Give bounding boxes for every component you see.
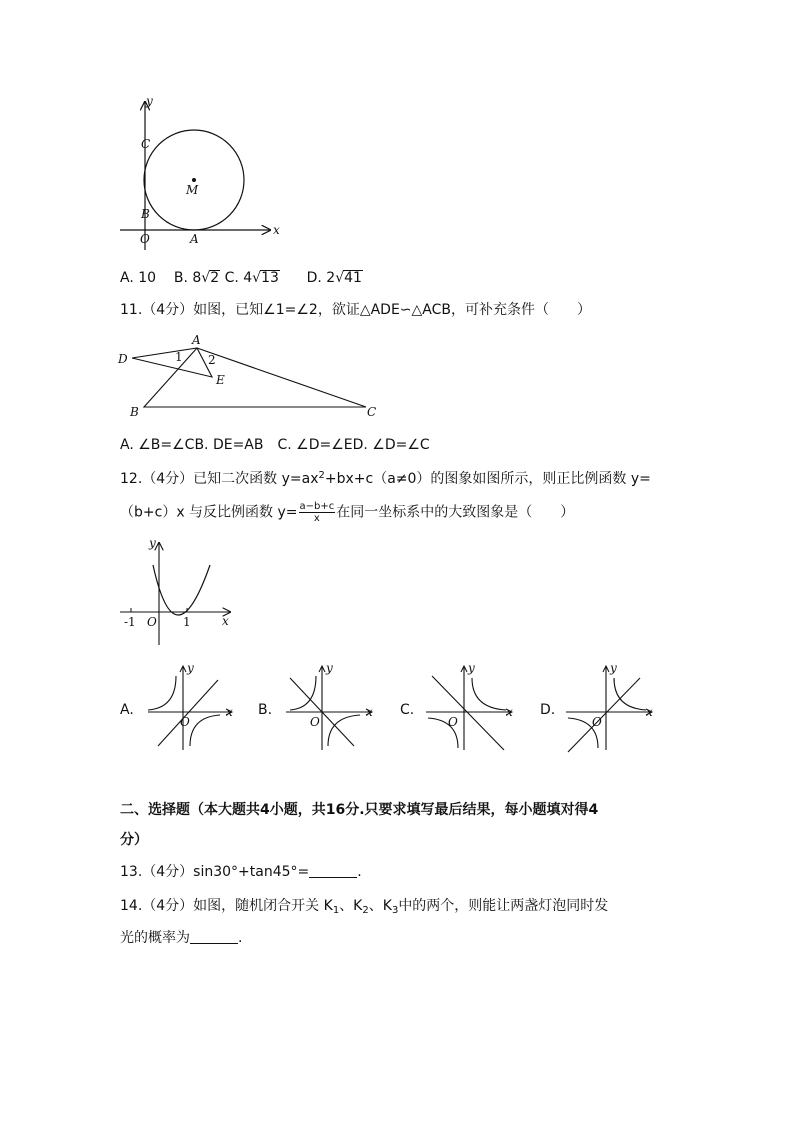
linear-increasing <box>158 680 218 746</box>
label-x: x <box>222 614 229 628</box>
label-y: y <box>187 661 194 675</box>
label-neg1: -1 <box>124 615 136 629</box>
label-a: A <box>192 333 201 347</box>
q11-triangle-figure <box>112 330 387 420</box>
hyperbola-q4 <box>328 715 360 746</box>
label-o: O <box>310 715 320 729</box>
q12-stem-line1: 12.（4分）已知二次函数 $y=ax^2+bx+c(a\ne 0)$的图象如图所示，则正比例函数 y= <box>120 470 651 487</box>
hyperbola-q1 <box>472 678 506 710</box>
label-o: O <box>592 715 602 729</box>
fraction: $\frac{a-b+c}{x}$ <box>299 501 335 524</box>
q14-stem-line2: 光的概率为 . <box>120 930 243 946</box>
label-c: C <box>367 405 377 419</box>
q10-options <box>120 268 363 288</box>
hyperbola-q1 <box>614 678 646 710</box>
sqrt-41: 41 <box>344 270 362 286</box>
q13-question: 13.（4分）sin30°+tan45°= . <box>120 864 362 880</box>
option-a-graph <box>140 660 240 755</box>
option-c-graph <box>420 660 520 755</box>
label-x: x <box>506 705 513 719</box>
parabola <box>153 565 210 615</box>
label-y: y <box>610 661 617 675</box>
linear-increasing <box>568 678 640 752</box>
label-1: 1 <box>183 615 191 629</box>
option-c-label: C. <box>400 702 415 718</box>
label-c: C <box>141 137 151 151</box>
label-o: O <box>140 232 150 246</box>
section-heading-line1: 二、选择题（本大题共4小题，共16分.只要求填写最后结果，每小题填对得4 <box>120 802 599 818</box>
hyperbola-q4 <box>190 715 220 746</box>
hyperbola-q2 <box>148 676 176 710</box>
option-d: D. 2√41 <box>306 270 362 286</box>
angle-1: 1 <box>175 350 183 364</box>
q11-options: A. ∠B=∠CB. DE=AB C. ∠D=∠ED. ∠D=∠C <box>120 437 430 453</box>
label-d: D <box>118 352 128 366</box>
triangle-adc <box>132 348 212 377</box>
center-point-m <box>192 178 196 182</box>
label-x: x <box>366 705 373 719</box>
label-x: x <box>273 223 280 237</box>
label-y: y <box>149 536 156 550</box>
sqrt-13: 13 <box>261 270 279 286</box>
label-b: B <box>141 207 150 221</box>
label-y: y <box>146 94 153 108</box>
label-y: y <box>326 661 333 675</box>
angle-2: 2 <box>208 353 216 367</box>
option-d-label: D. <box>540 702 556 718</box>
label-y: y <box>468 661 475 675</box>
label-o: O <box>448 715 458 729</box>
label-b: B <box>130 405 139 419</box>
option-b-label: B. <box>258 702 273 718</box>
option-b-graph <box>280 660 380 755</box>
q12-parabola-figure <box>115 535 240 647</box>
option-b: B. 8√2 <box>173 270 220 286</box>
q10-circle-figure <box>110 90 290 255</box>
option-a: A. 10 <box>120 270 157 286</box>
label-x: x <box>226 705 233 719</box>
label-o: O <box>180 715 190 729</box>
q14-stem-line1: 14.（4分）如图，随机闭合开关 $K_1$、$K_2$、$K_3$中的两个，则能让两盏灯泡同时发 <box>120 898 609 916</box>
option-d-graph <box>560 660 660 755</box>
hyperbola-q2 <box>290 676 316 710</box>
q11-stem: 11.（4分）如图，已知∠1=∠2，欲证△ADE∽△ACB，可补充条件（ ） <box>120 302 591 318</box>
sqrt-2: 2 <box>210 270 220 286</box>
linear-decreasing <box>432 676 504 750</box>
label-a: A <box>190 232 199 246</box>
answer-blank[interactable] <box>190 929 238 944</box>
label-e: E <box>216 373 225 387</box>
option-c: C. 4√13 <box>224 270 279 286</box>
option-a-label: A. <box>120 702 134 718</box>
label-m: M <box>186 183 199 197</box>
label-x: x <box>646 705 653 719</box>
label-o: O <box>147 615 157 629</box>
q12-stem-line2: （b+c）x 与反比例函数 y= $\frac{a-b+c}{x}$ 在同一坐标系中的大致图象是（ ） <box>120 501 575 524</box>
answer-blank[interactable] <box>309 863 357 878</box>
section-heading-line2: 分） <box>120 832 148 848</box>
